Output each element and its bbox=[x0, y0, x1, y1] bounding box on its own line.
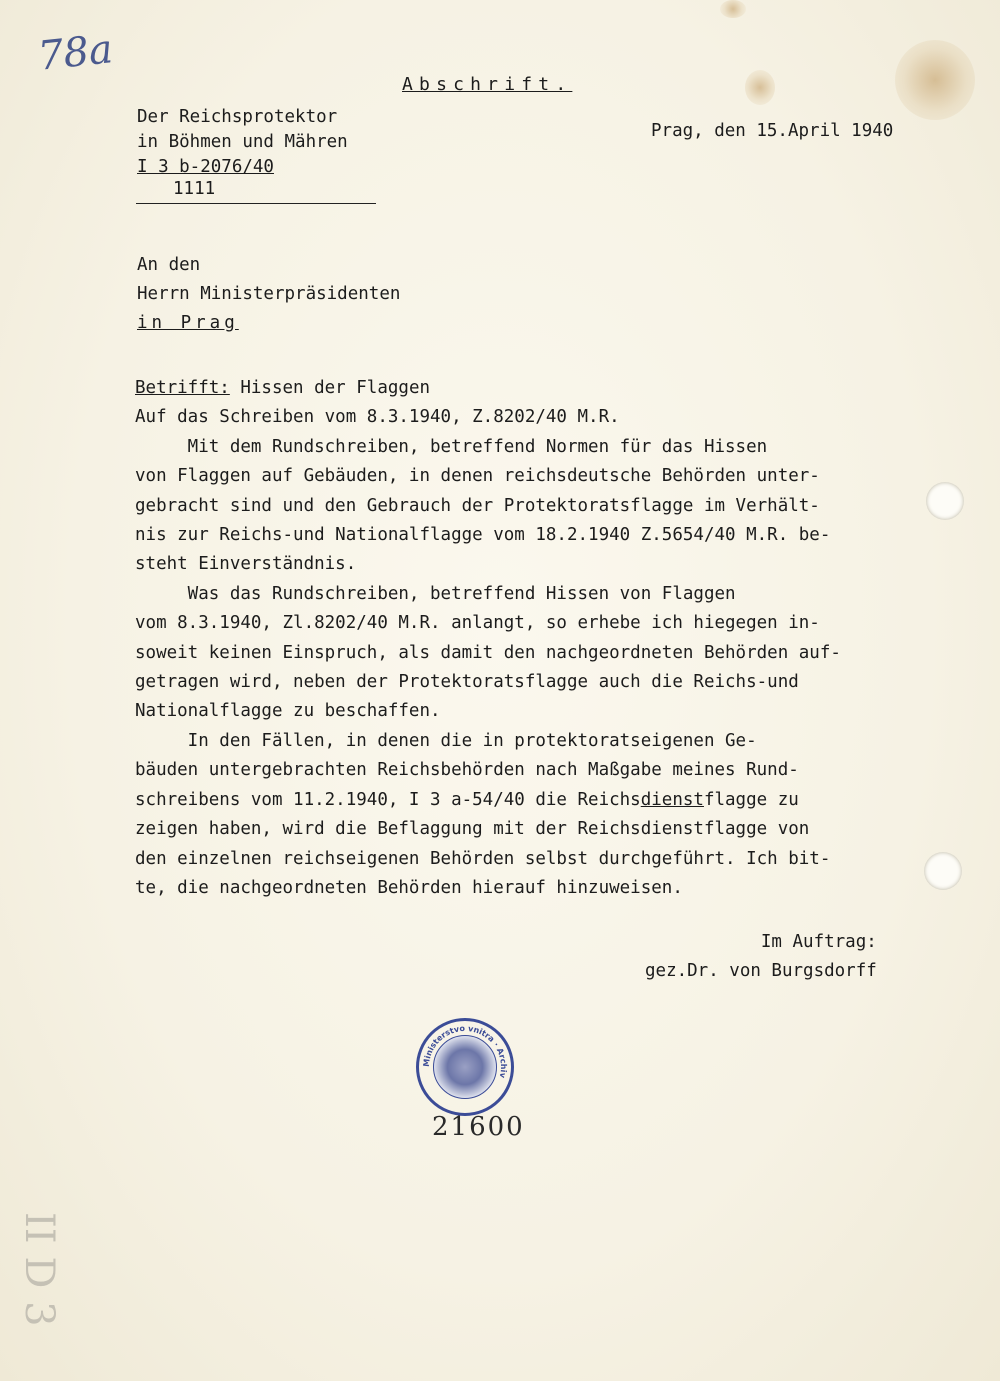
reference-block bbox=[137, 156, 274, 200]
reference-sub: 1111 bbox=[173, 179, 216, 199]
body-line: bäuden untergebrachten Reichsbehörden nach Maßgabe meines Rund- bbox=[135, 760, 799, 781]
body-line: getragen wird, neben der Protektoratsflagge auch die Reichs-und bbox=[135, 672, 799, 693]
body-line: den einzelnen reichseigenen Behörden selbst durchgeführt. Ich bit- bbox=[135, 848, 831, 869]
body-line: steht Einverständnis. bbox=[135, 554, 357, 575]
subject-label: Betrifft: bbox=[135, 378, 230, 398]
archive-stamp bbox=[416, 1018, 514, 1116]
body-line: nis zur Reichs-und Nationalflagge vom 18.2.1940 Z.5654/40 M.R. be- bbox=[135, 525, 831, 546]
letter-body bbox=[135, 374, 935, 903]
recipient-line-1: An den bbox=[137, 255, 201, 275]
recipient-line-3: in Prag bbox=[137, 313, 239, 333]
svg-text:Ministerstvo vnitra · Archiv bbox=[422, 1024, 508, 1080]
body-line: Was das Rundschreiben, betreffend Hissen von Flaggen bbox=[135, 583, 736, 604]
body-line: vom 8.3.1940, Zl.8202/40 M.R. anlangt, so erhebe ich hiegegen in- bbox=[135, 613, 820, 634]
handwritten-folio-number: 78a bbox=[35, 26, 115, 80]
body-line: von Flaggen auf Gebäuden, in denen reichsdeutsche Behörden unter- bbox=[135, 466, 820, 487]
recipient-block bbox=[137, 251, 400, 338]
stamp-ring-text bbox=[419, 1021, 511, 1113]
paper-stain-top bbox=[720, 0, 746, 18]
paper-stain-small bbox=[745, 70, 775, 105]
body-line: zeigen haben, wird die Beflaggung mit der Reichsdienstflagge von bbox=[135, 819, 810, 840]
reference-letter-line: Auf das Schreiben vom 8.3.1940, Z.8202/40 M.R. bbox=[135, 407, 620, 428]
body-line: Mit dem Rundschreiben, betreffend Normen für das Hissen bbox=[135, 436, 768, 457]
body-line: soweit keinen Einspruch, als damit den nachgeordneten Behörden auf- bbox=[135, 642, 841, 663]
paper-stain bbox=[895, 40, 975, 120]
body-line-part: schreibens vom 11.2.1940, I 3 a-54/40 die Reichs bbox=[135, 789, 641, 810]
subject-text: Hissen der Flaggen bbox=[229, 378, 431, 398]
sender-line-1: Der Reichsprotektor bbox=[137, 107, 338, 127]
body-line: In den Fällen, in denen die in protektoratseigenen Ge- bbox=[135, 730, 757, 751]
pencil-margin-mark: II D 3 bbox=[16, 1212, 62, 1327]
sender-line-2: in Böhmen und Mähren bbox=[137, 132, 348, 152]
recipient-line-2: Herrn Ministerpräsidenten bbox=[137, 284, 401, 304]
stamp-text: Ministerstvo vnitra · Archiv bbox=[421, 1023, 509, 1079]
body-line: gebracht sind und den Gebrauch der Protektoratsflagge im Verhält- bbox=[135, 495, 820, 516]
body-line-part: flagge zu bbox=[703, 789, 799, 810]
date-line: Prag, den 15.April 1940 bbox=[651, 121, 894, 141]
signature-line-2: gez.Dr. von Burgsdorff bbox=[645, 961, 877, 981]
archive-number: 21600 bbox=[432, 1112, 525, 1142]
signature-block bbox=[645, 928, 877, 986]
body-line: Nationalflagge zu beschaffen. bbox=[135, 701, 441, 722]
reference-number: I 3 b-2076/40 bbox=[137, 157, 274, 177]
signature-line-1: Im Auftrag: bbox=[760, 932, 877, 952]
sender-block bbox=[137, 105, 348, 155]
document-title: Abschrift. bbox=[402, 74, 573, 95]
body-line bbox=[135, 786, 935, 815]
reference-rule bbox=[136, 203, 376, 204]
body-line-underlined-part: dienst bbox=[640, 789, 704, 810]
subject-line bbox=[135, 374, 935, 403]
body-line: te, die nachgeordneten Behörden hierauf hinzuweisen. bbox=[135, 877, 683, 898]
